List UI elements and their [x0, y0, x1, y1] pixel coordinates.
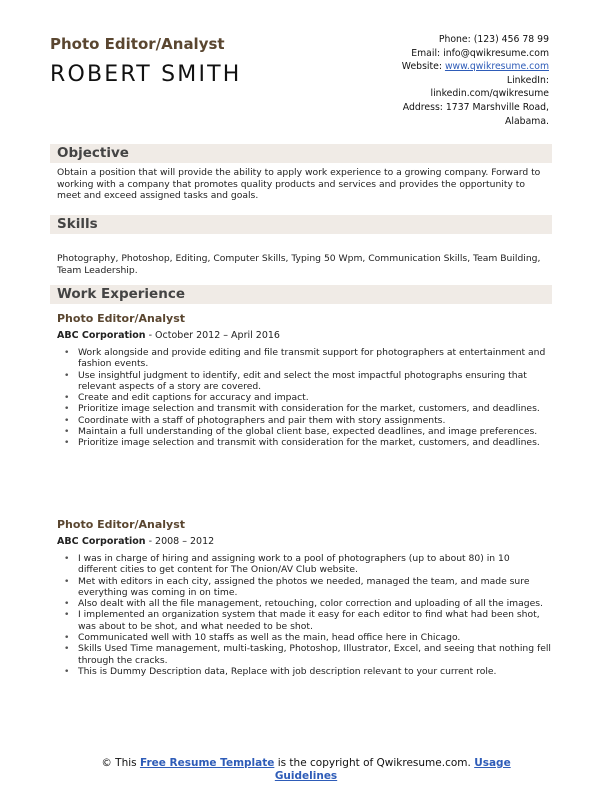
list-item: • Communicated well with 10 staffs as well as the main, head office here in Chicago. — [64, 632, 551, 643]
list-item: • I was in charge of hiring and assigning work to a pool of photographers (up to about 80) in 10 different cities to get content for The Onion/AV Club website. — [64, 553, 551, 576]
list-item: • Prioritize image selection and transmit with consideration for the market, customers, and deadlines. — [64, 403, 551, 414]
contact-address-line1: Address: 1737 Marshville Road, — [402, 101, 549, 113]
job-title-2: Photo Editor/Analyst — [57, 518, 186, 531]
section-skills-title: Skills — [50, 215, 552, 234]
footer-copyright — [80, 757, 532, 783]
contact-website — [309, 60, 549, 74]
list-item: • Maintain a full understanding of the global client base, expected deadlines, and image preferences. — [64, 426, 551, 437]
contact-linkedin-value: linkedin.com/qwikresume — [430, 88, 549, 100]
list-item: • Prioritize image selection and transmit with consideration for the market, customers, and deadlines. — [64, 437, 551, 448]
contact-email: Email: info@qwikresume.com — [411, 47, 549, 59]
free-resume-template-link[interactable]: Free Resume Template — [139, 757, 275, 769]
resume-job-title: Photo Editor/Analyst — [50, 35, 225, 53]
contact-phone: Phone: (123) 456 78 99 — [438, 34, 549, 45]
contact-block — [309, 33, 549, 128]
company-line-2 — [57, 536, 214, 547]
company-name-2: ABC Corporation — [57, 536, 146, 547]
job-title-1: Photo Editor/Analyst — [57, 312, 186, 325]
contact-address-line2: Alabama. — [505, 115, 549, 127]
company-name-1: ABC Corporation — [57, 330, 146, 341]
footer-prefix: © This — [101, 757, 140, 769]
list-item: • Work alongside and provide editing and file transmit support for photographers at entertainment and fashion events. — [64, 347, 551, 370]
section-objective-title: Objective — [50, 144, 552, 163]
section-experience-title: Work Experience — [50, 285, 552, 304]
contact-linkedin-label: LinkedIn: — [506, 74, 549, 86]
list-item: • I implemented an organization system that made it easy for each editor to find what had been shot, was about to be shot, and what needed to be shot. — [64, 609, 551, 632]
company-line-1 — [57, 330, 280, 341]
footer-middle: is the copyright of Qwikresume.com. — [274, 757, 475, 769]
list-item: • Also dealt with all the file management, retouching, color correction and uploading of all the images. — [64, 598, 551, 609]
contact-website-label: Website: — [401, 61, 445, 73]
list-item: • Skills Used Time management, multi-tasking, Photoshop, Illustrator, Excel, and seeing that nothing fell through the cracks. — [64, 643, 551, 666]
list-item: • Met with editors in each city, assigned the photos we needed, managed the team, and made sure everything was coming in on time. — [64, 576, 551, 599]
list-item: • Coordinate with a staff of photographers and pair them with story assignments. — [64, 415, 551, 426]
skills-text: Photography, Photoshop, Editing, Computer Skills, Typing 50 Wpm, Communication Skills, Team Building, Team Leadership. — [57, 253, 541, 276]
usage-guidelines-link[interactable]: Usage Guidelines — [274, 757, 511, 782]
list-item: • This is Dummy Description data, Replace with job description relevant to your current role. — [64, 666, 551, 677]
job-2-bullets — [64, 553, 551, 677]
job-dates-2: - 2008 – 2012 — [145, 536, 215, 547]
list-item: • Create and edit captions for accuracy and impact. — [64, 392, 551, 403]
job-1-bullets — [64, 347, 551, 449]
website-link[interactable]: www.qwikresume.com — [444, 61, 549, 73]
objective-text: Obtain a position that will provide the ability to apply work experience to a growing company. Forward to working with a company that promotes quality products and services and provides the opportunity to meet and exceed assigned tasks and goals. — [57, 167, 541, 202]
list-item: • Use insightful judgment to identify, edit and select the most impactful photographs ensuring that relevant aspects of a story are covered. — [64, 370, 551, 393]
candidate-name: ROBERT SMITH — [50, 62, 242, 87]
job-dates-1: - October 2012 – April 2016 — [145, 330, 280, 341]
